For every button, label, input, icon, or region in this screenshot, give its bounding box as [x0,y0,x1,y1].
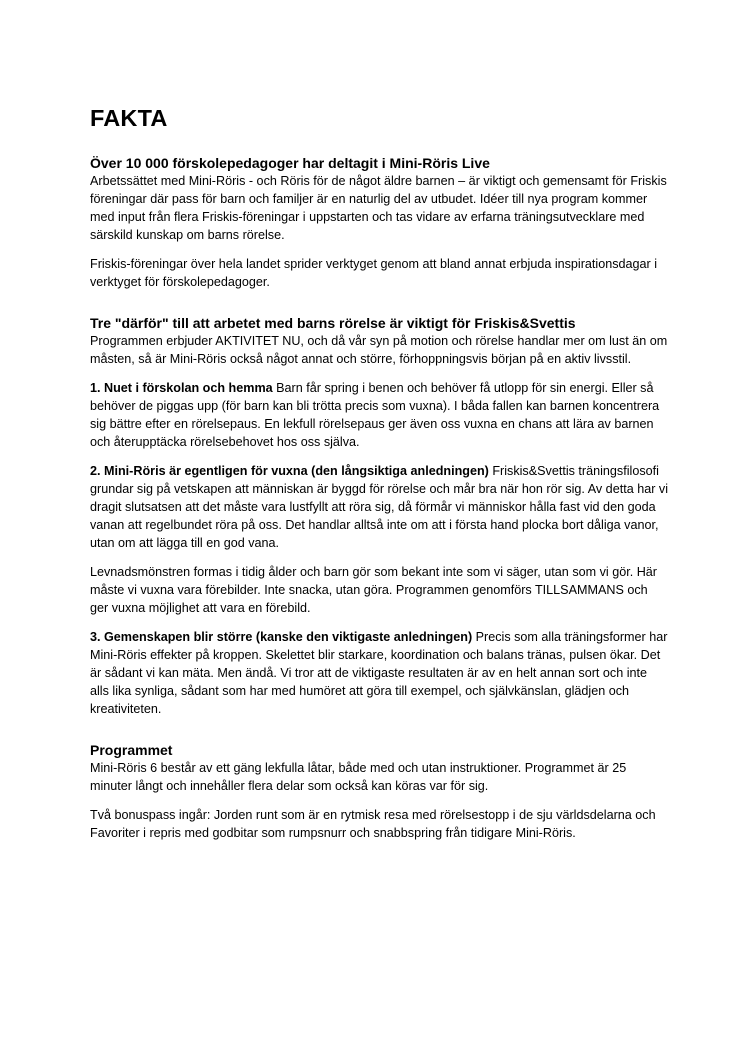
page-title: FAKTA [90,105,168,131]
reason-2-text: Friskis&Svettis träningsfilosofi grundar sig på vetskapen att människan är byggd för rörelse och mår bra när hon rör sig. Av detta har vi dragit slutsatsen att det måste vara lustfyllt att röra sig, då förmår vi människor hålla fast vid den goda vanan att regelbundet röra på oss. Det handlar alltså inte om att i första hand plocka bort dåliga vanor, utan om att lägga till en god vana. [90,464,668,550]
paragraph-program-description: Mini-Röris 6 består av ett gäng lekfulla låtar, både med och utan instruktioner. Programmet är 25 minuter långt och innehåller flera delar som också kan köras var för sig. [90,761,627,793]
section-three-reasons [90,314,668,718]
paragraph-bonus-sessions: Två bonuspass ingår: Jorden runt som är en rytmisk resa med rörelsestopp i de sju världsdelarna och Favoriter i repris med godbitar som rumpsnurr och snabbspring från tidigare Mini-Röris. [90,808,656,840]
reason-3-title: 3. Gemenskapen blir större (kanske den viktigaste anledningen) [90,630,473,644]
section-heading-participants: Över 10 000 förskolepedagoger har deltagit i Mini-Röris Live [90,155,490,171]
section-program [90,741,668,842]
paragraph-activity-now: Programmen erbjuder AKTIVITET NU, och då vår syn på motion och rörelse handlar mer om lust än om måsten, så är Mini-Röris också något annat och större, förhoppningsvis början på en aktiv livsstil. [90,334,668,366]
paragraph-reason-3 [90,628,668,718]
paragraph-role-models: Levnadsmönstren formas i tidig ålder och barn gör som bekant inte som vi säger, utan som vi gör. Här måste vi vuxna vara förebilder. Inte snacka, utan göra. Programmen genomförs TILLSAMMANS och ger vuxna möjlighet att vara en förebild. [90,565,657,615]
reason-1-text: Barn får spring i benen och behöver få utlopp för sin energi. Eller så behöver de piggas upp (för barn kan bli trötta precis som vuxna). I båda fallen kan barnen koncentrera sig bättre efter en rörelsepaus. En lekfull rörelsepaus ger även oss vuxna en chans att lära av barnen och återupptäcka rörelsebehovet hos oss själva. [90,381,660,449]
paragraph-reason-1 [90,379,668,451]
paragraph-reason-2 [90,462,668,552]
document-page [90,104,668,842]
reason-3-text: Precis som alla träningsformer har Mini-Röris effekter på kroppen. Skelettet blir starkare, koordination och balans tränas, pulsen ökar. Det är sådant vi kan mäta. Men ändå. Vi tror att de viktigaste resultaten är av en helt annan sort och inte alls lika synliga, sådant som har med humöret att göra till exempel, och självkänslan, glädjen och kreativiteten. [90,630,668,716]
section-heading-three-reasons: Tre "därför" till att arbetet med barns rörelse är viktigt för Friskis&Svettis [90,315,576,331]
section-participants [90,154,668,291]
reason-1-title: 1. Nuet i förskolan och hemma [90,381,273,395]
reason-2-title: 2. Mini-Röris är egentligen för vuxna (den långsiktiga anledningen) [90,464,489,478]
section-heading-program: Programmet [90,742,173,758]
paragraph-working-method: Arbetssättet med Mini-Röris - och Röris för de något äldre barnen – är viktigt och gemensamt för Friskis föreningar där pass för barn och familjer är en naturlig del av utbudet. Idéer till nya program kommer med input från flera Friskis-föreningar i uppstarten och tas vidare av erfarna träningsutvecklare med särskild kunskap om barns rörelse. [90,174,667,242]
paragraph-inspiration-days: Friskis-föreningar över hela landet sprider verktyget genom att bland annat erbjuda inspirationsdagar i verktyget för förskolepedagoger. [90,257,658,289]
